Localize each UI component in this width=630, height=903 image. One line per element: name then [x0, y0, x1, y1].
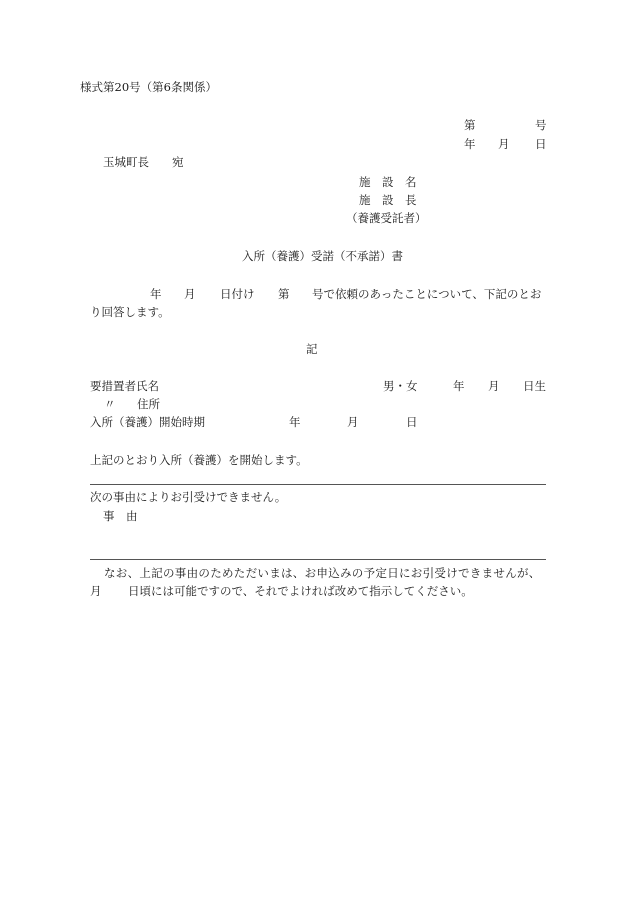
addressee-honorific: 宛 [172, 155, 184, 169]
sex-options: 男・女 [383, 379, 418, 393]
birth-month: 月 [488, 379, 500, 393]
consignee-label: （養護受託者） [346, 211, 427, 225]
facility-head-label: 施 設 長 [359, 193, 417, 207]
birth-day: 日生 [523, 379, 546, 393]
subject-name-label: 要措置者氏名 [90, 379, 159, 393]
date-day: 日 [535, 137, 547, 151]
birth-year: 年 [453, 379, 465, 393]
intro-day-dated: 日付け [220, 287, 255, 301]
ki-heading: 記 [306, 342, 318, 356]
document-title: 入所（養護）受諾（不承諾）書 [242, 249, 403, 263]
intro-no-prefix: 第 [278, 287, 290, 301]
date-year: 年 [464, 137, 476, 151]
note-line2-rest: 日頃には可能ですので、それでよければ改めて指示してください。 [128, 584, 473, 598]
divider-line [90, 484, 546, 485]
addressee: 玉城町長 [103, 155, 149, 169]
start-period-label: 入所（養護）開始時期 [90, 415, 205, 429]
form-number: 様式第20号（第6条関係） [80, 80, 217, 94]
intro-month: 月 [184, 287, 196, 301]
divider-line [90, 559, 546, 560]
acceptance-text: 上記のとおり入所（養護）を開始します。 [90, 453, 308, 467]
note-line1: なお、上記の事由のためただいまは、お申込みの予定日にお引受けできませんが、 [104, 566, 541, 580]
date-month: 月 [498, 137, 510, 151]
intro-line1-rest: 号で依頼のあったことについて、下記のとお [312, 287, 542, 301]
start-day: 日 [406, 415, 418, 429]
ref-no-suffix: 号 [535, 118, 547, 132]
address-label: 住所 [137, 397, 160, 411]
ref-no-prefix: 第 [464, 118, 476, 132]
ditto-mark: 〃 [104, 397, 116, 411]
intro-line2: り回答します。 [90, 305, 170, 319]
note-line2-month: 月 [90, 584, 102, 598]
start-month: 月 [347, 415, 359, 429]
facility-name-label: 施 設 名 [359, 175, 417, 189]
reason-label: 事 由 [103, 509, 138, 523]
start-year: 年 [289, 415, 301, 429]
intro-year: 年 [150, 287, 162, 301]
refusal-text: 次の事由によりお引受けできません。 [90, 490, 287, 504]
